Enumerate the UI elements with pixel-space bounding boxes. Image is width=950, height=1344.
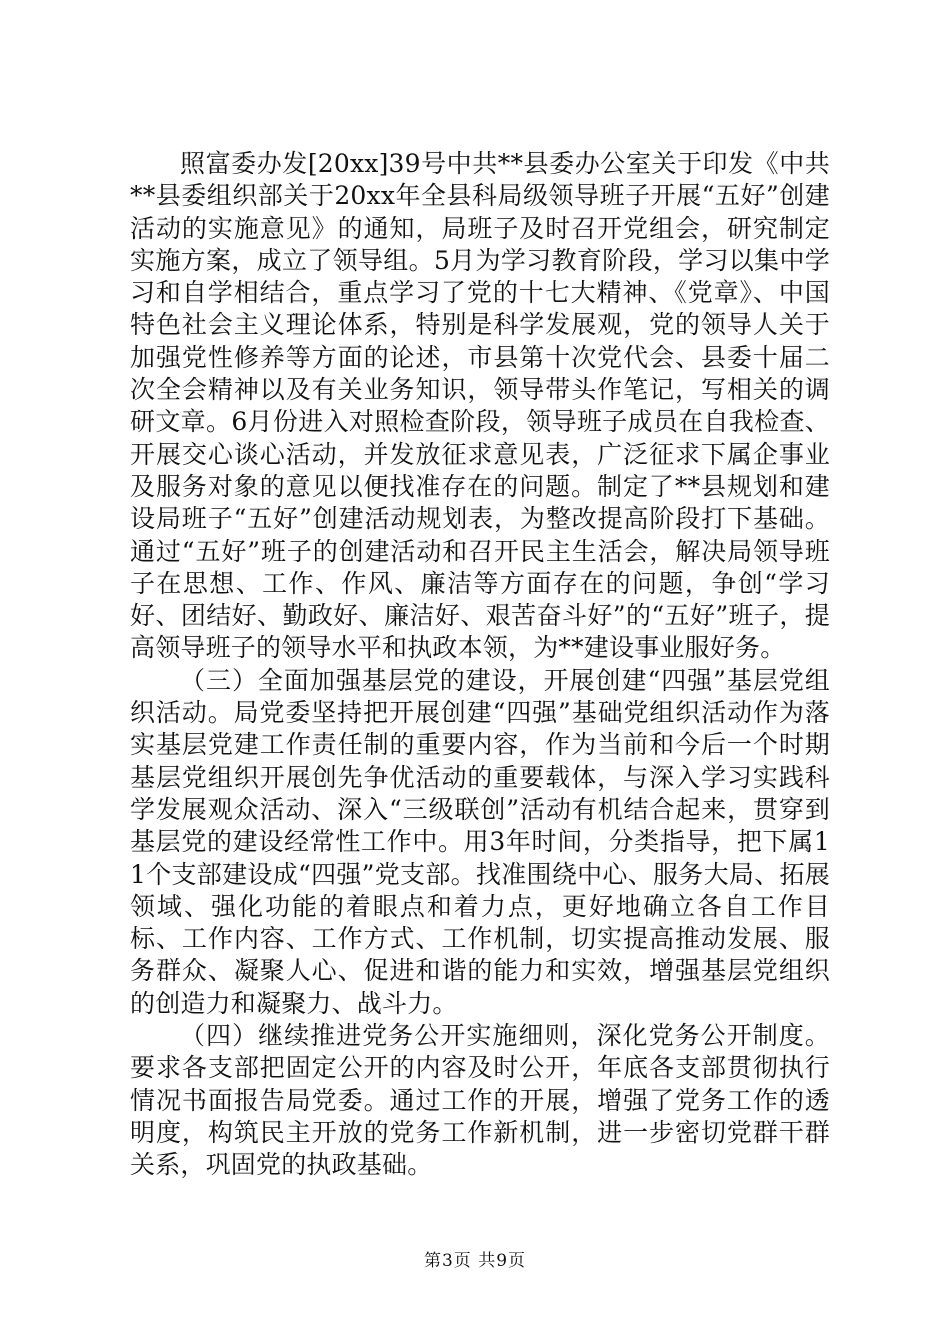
- paragraph-four-strong-organizations: （三）全面加强基层党的建设，开展创建“四强”基层党组织活动。局党委坚持把开展创建“四强”基础党组织活动作为落实基层党建工作责任制的重要内容，作为当前和今后一个时期基层党组织开展创先争优活动的重要载体，与深入学习实践科学发展观众活动、深入“三级联创”活动有机结合起来，贯穿到基层党的建设经常性工作中。用3年时间，分类指导，把下属11个支部建设成“四强”党支部。找准围绕中心、服务大局、拓展领域、强化功能的着眼点和着力点，更好地确立各自工作目标、工作内容、工作方式、工作机制，切实提高推动发展、服务群众、凝聚人心、促进和谐的能力和实效，增强基层党组织的创造力和凝聚力、战斗力。: [130, 665, 830, 1018]
- page-number-footer: 第3页 共9页: [423, 1251, 527, 1271]
- document-body: [130, 148, 830, 1182]
- paragraph-party-affairs-disclosure: （四）继续推进党务公开实施细则，深化党务公开制度。要求各支部把固定公开的内容及时公开，年底各支部贯彻执行情况书面报告局党委。通过工作的开展，增强了党务工作的透明度，构筑民主开放的党务工作新机制，进一步密切党群干群关系，巩固党的执政基础。: [130, 1021, 830, 1180]
- paragraph-five-good-leadership: 照富委办发[20xx]39号中共**县委办公室关于印发《中共**县委组织部关于20xx年全县科局级领导班子开展“五好”创建活动的实施意见》的通知，局班子及时召开党组会，研究制定实施方案，成立了领导组。5月为学习教育阶段，学习以集中学习和自学相结合，重点学习了党的十七大精神、《党章》、中国特色社会主义理论体系，特别是科学发展观，党的领导人关于加强党性修养等方面的论述，市县第十次党代会、县委十届二次全会精神以及有关业务知识，领导带头作笔记，写相关的调研文章。6月份进入对照检查阶段，领导班子成员在自我检查、开展交心谈心活动，并发放征求意见表，广泛征求下属企事业及服务对象的意见以便找准存在的问题。制定了**县规划和建设局班子“五好”创建活动规划表，为整改提高阶段打下基础。通过“五好”班子的创建活动和召开民主生活会，解决局领导班子在思想、工作、作风、廉洁等方面存在的问题，争创“学习好、团结好、勤政好、廉洁好、艰苦奋斗好”的“五好”班子，提高领导班子的领导水平和执政本领，为**建设事业服好务。: [130, 149, 830, 663]
